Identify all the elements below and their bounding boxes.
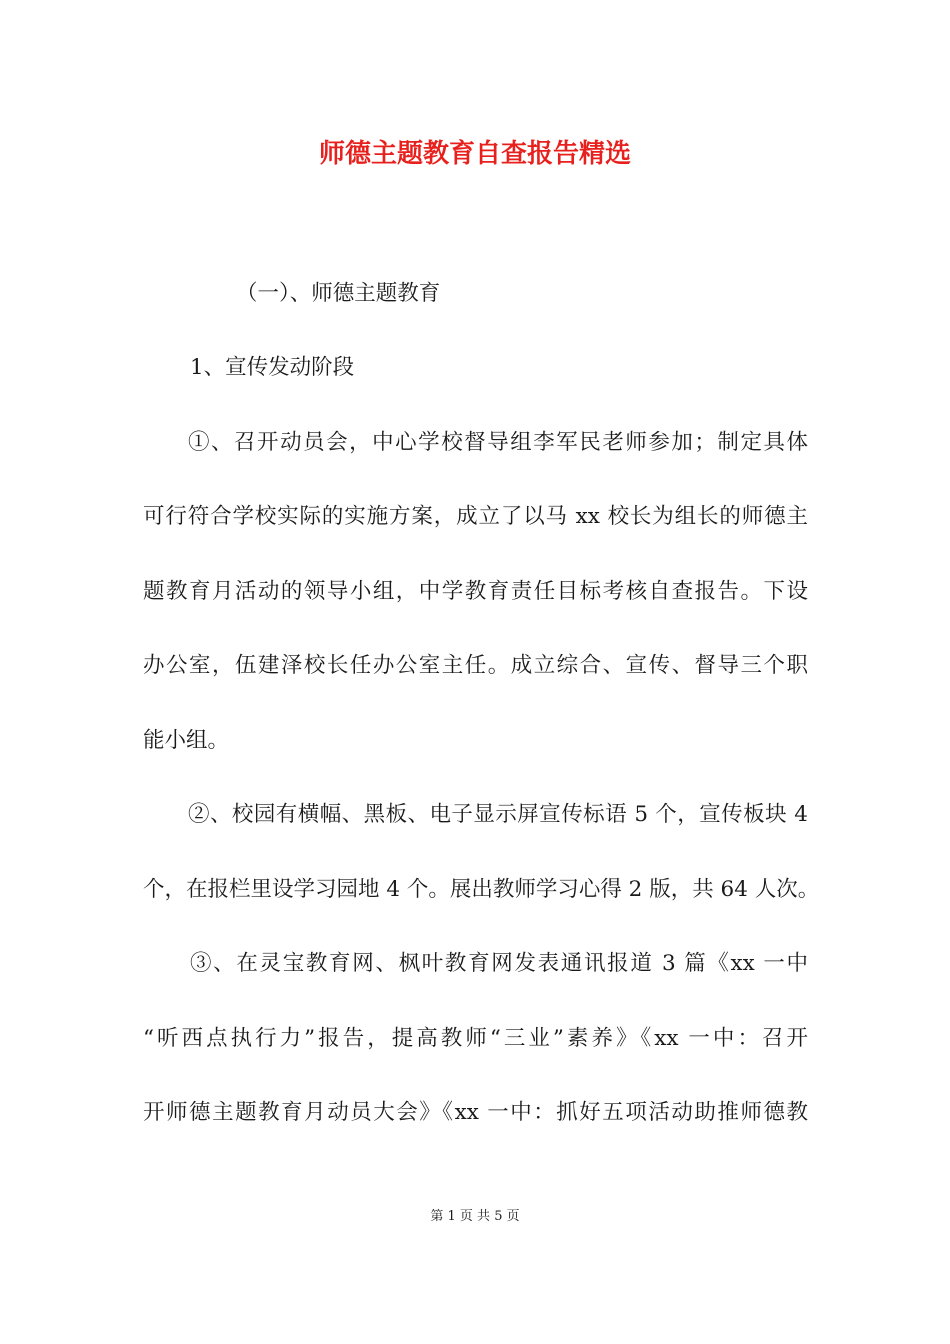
subsection-heading: 1、宣传发动阶段 xyxy=(190,355,355,380)
paragraph-line: 题教育月活动的领导小组，中学教育责任目标考核自查报告。下设 xyxy=(143,579,808,604)
paragraph-line: “听西点执行力”报告，提高教师“三业”素养》《xx 一中：召开 xyxy=(143,1026,808,1051)
paragraph-line: 办公室，伍建泽校长任办公室主任。成立综合、宣传、督导三个职 xyxy=(143,653,808,678)
paragraph-line: 能小组。 xyxy=(143,728,230,753)
paragraph-line: ②、校园有横幅、黑板、电子显示屏宣传标语 5 个，宣传板块 4 xyxy=(188,802,808,827)
section-heading: （一）、师德主题教育 xyxy=(236,281,441,306)
paragraph-line: ①、召开动员会，中心学校督导组李军民老师参加；制定具体 xyxy=(188,430,808,455)
paragraph-line: 开师德主题教育月动员大会》《xx 一中：抓好五项活动助推师德教 xyxy=(143,1100,808,1125)
page-footer: 第 1 页 共 5 页 xyxy=(430,1209,520,1224)
document-title: 师德主题教育自查报告精选 xyxy=(318,139,631,169)
paragraph-line: 可行符合学校实际的实施方案，成立了以马 xx 校长为组长的师德主 xyxy=(143,504,808,529)
paragraph-line: ③、在灵宝教育网、枫叶教育网发表通讯报道 3 篇《xx 一中 xyxy=(190,951,808,976)
paragraph-line: 个，在报栏里设学习园地 4 个。展出教师学习心得 2 版，共 64 人次。 xyxy=(143,877,820,902)
